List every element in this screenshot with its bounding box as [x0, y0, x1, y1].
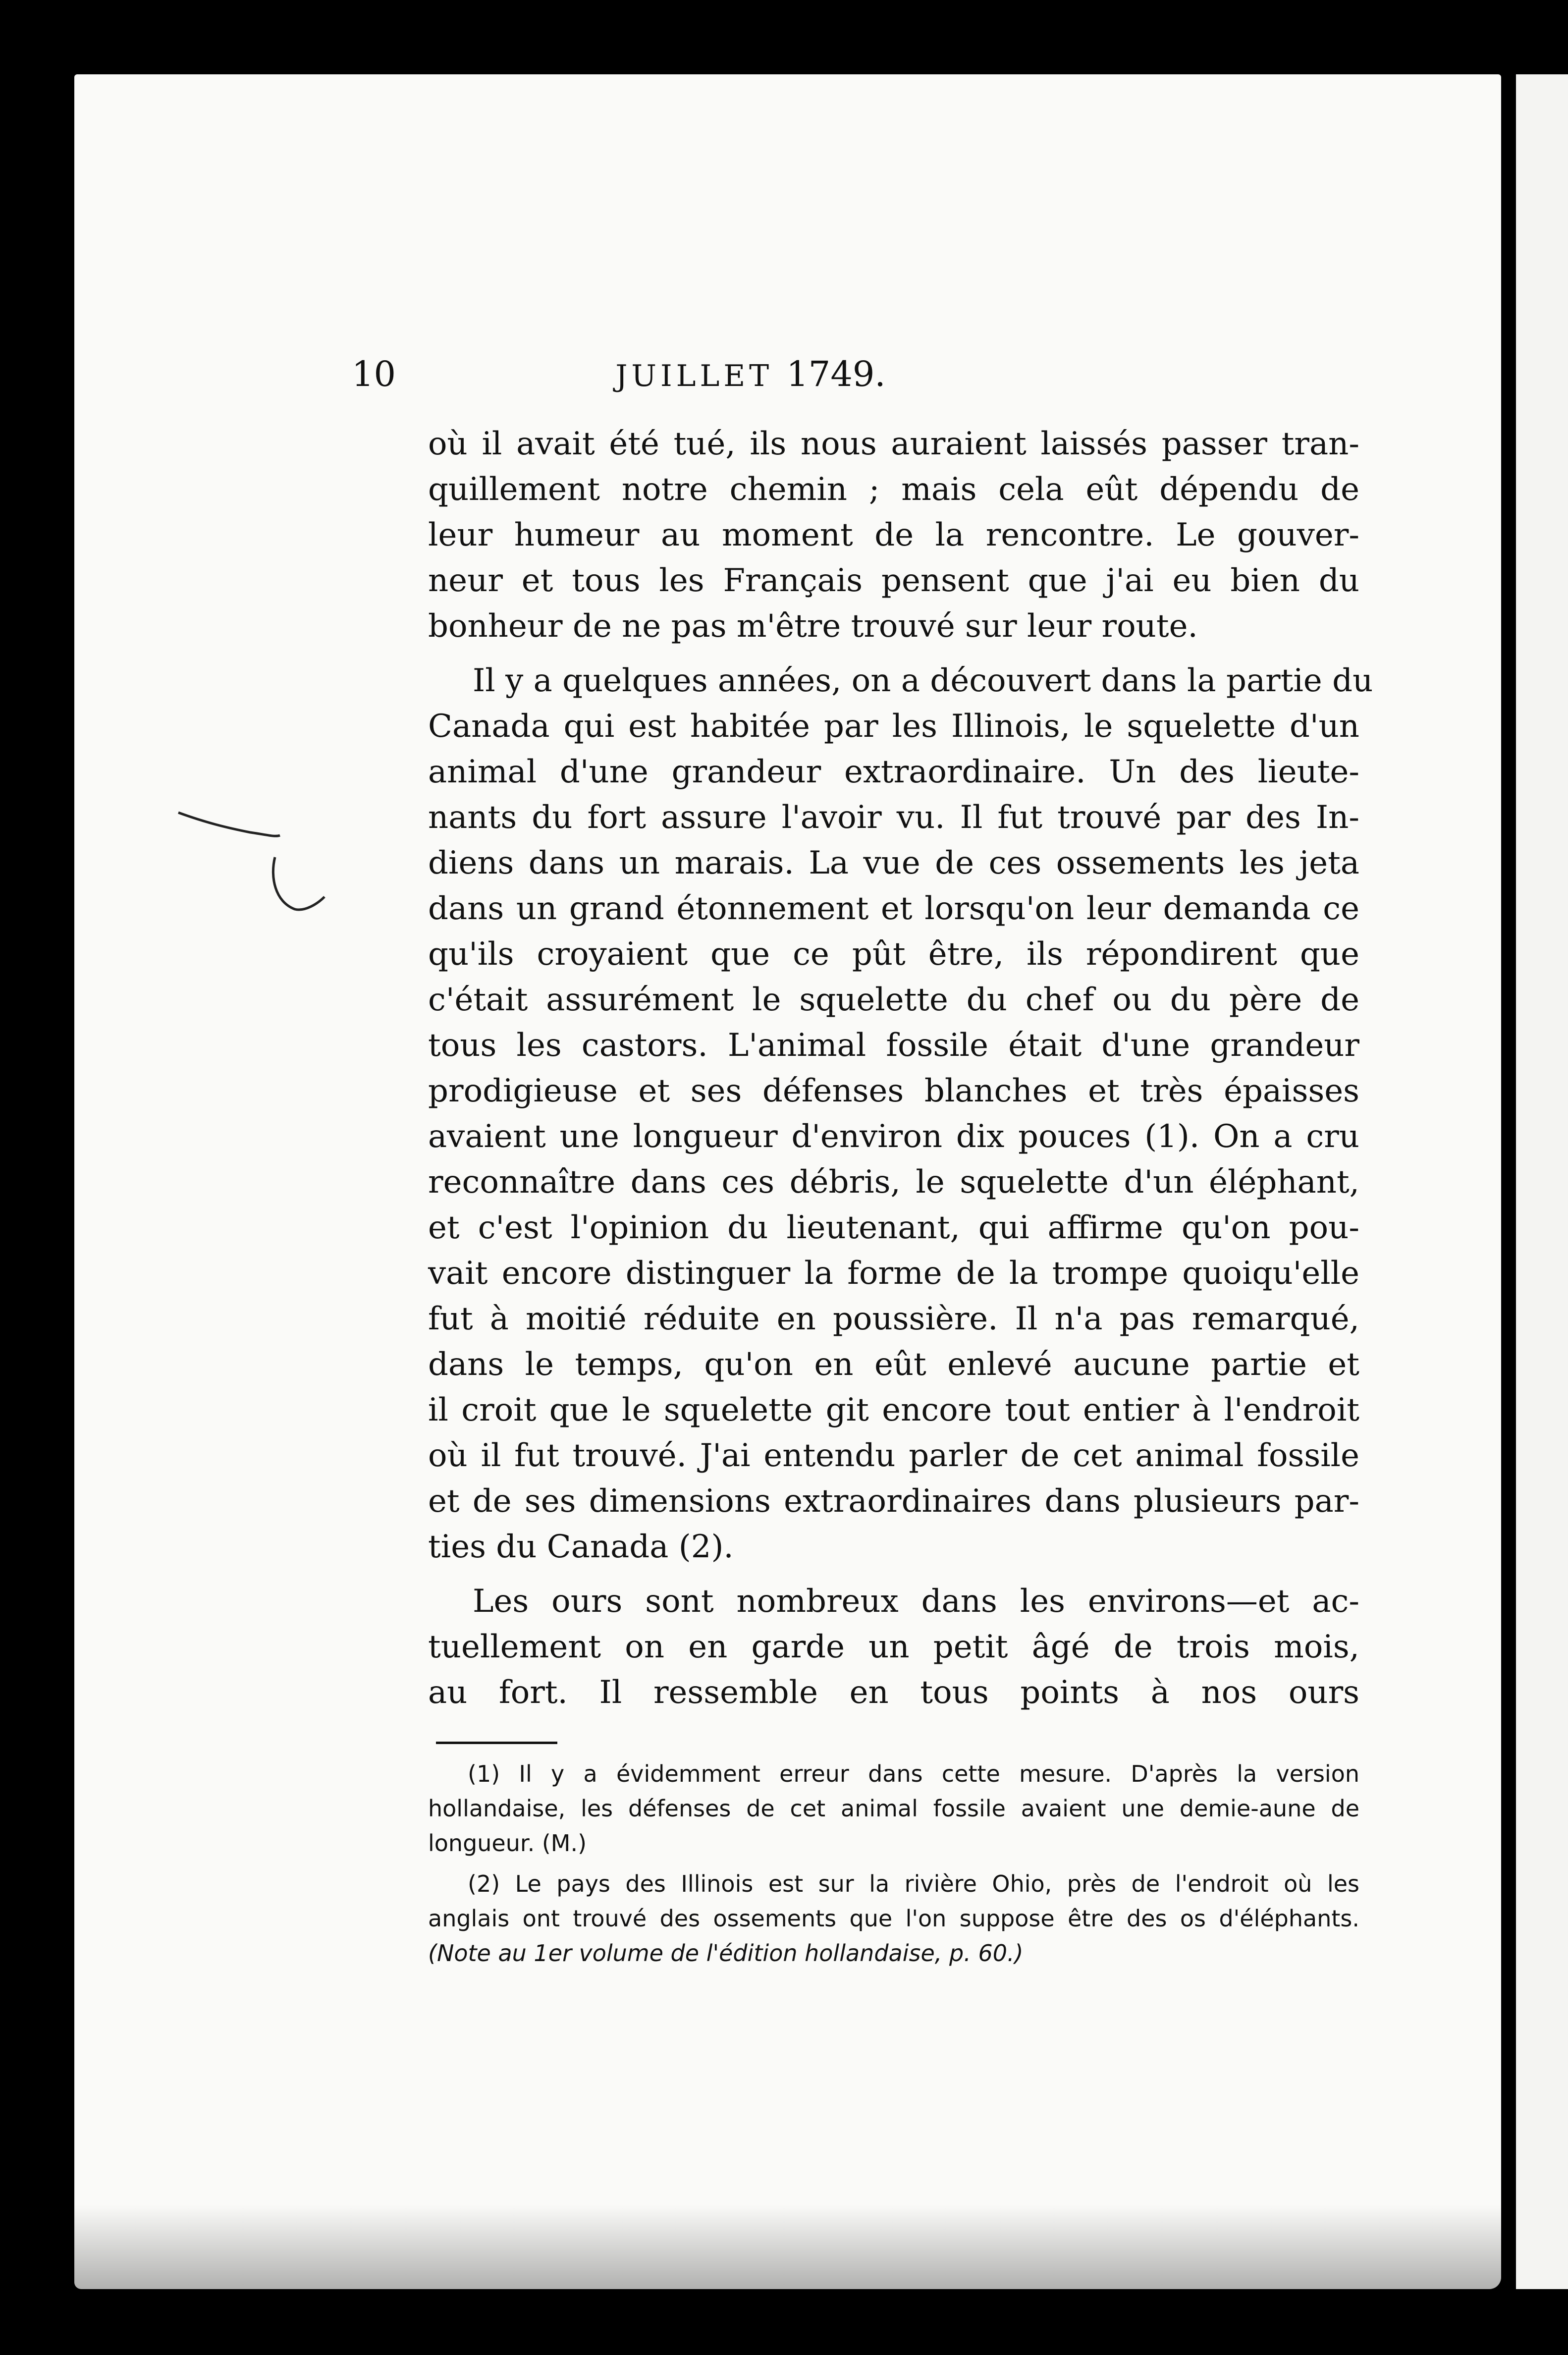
text-line: qu'ils croyaient que ce pût être, ils répondirent que	[428, 936, 1359, 973]
text-line: et de ses dimensions extraordinaires dans plusieurs par-	[428, 1483, 1359, 1520]
text-line: et c'est l'opinion du lieutenant, qui affirme qu'on pou-	[428, 1209, 1359, 1246]
text-line: dans un grand étonnement et lorsqu'on leur demanda ce	[428, 890, 1359, 927]
paragraph-gap	[428, 1570, 1359, 1579]
text-line: tuellement on en garde un petit âgé de trois mois,	[428, 1629, 1359, 1665]
running-title-month: JUILLET	[615, 359, 773, 393]
text-line: c'était assurément le squelette du chef ou du père de	[428, 982, 1359, 1018]
footnote-line: anglais ont trouvé des ossements que l'on suppose être des os d'éléphants.	[428, 1905, 1359, 1932]
footnote-line: hollandaise, les défenses de cet animal fossile avaient une demie-aune de	[428, 1795, 1359, 1822]
text-line: avaient une longueur d'environ dix pouces (1). On a cru	[428, 1118, 1359, 1155]
running-title-year: 1749.	[786, 354, 886, 394]
page-number: 10	[352, 354, 396, 394]
text-line: fut à moitié réduite en poussière. Il n'a pas remarqué,	[428, 1301, 1359, 1337]
text-line: reconnaître dans ces débris, le squelette d'un éléphant,	[428, 1164, 1359, 1201]
main-text	[428, 421, 1373, 1715]
footnotes	[428, 1756, 1359, 1971]
text-line: ties du Canada (2).	[428, 1529, 734, 1565]
text-line: leur humeur au moment de la rencontre. Le gouver-	[428, 517, 1359, 553]
page-scan-shadow	[74, 2205, 1501, 2289]
adjacent-page-edge	[1516, 74, 1568, 2289]
text-line: nants du fort assure l'avoir vu. Il fut trouvé par des In-	[428, 799, 1359, 836]
text-line: prodigieuse et ses défenses blanches et très épaisses	[428, 1073, 1359, 1109]
text-line: diens dans un marais. La vue de ces ossements les jeta	[428, 845, 1359, 881]
footnote-line: (1) Il y a évidemment erreur dans cette mesure. D'après la version	[468, 1760, 1359, 1787]
text-line: tous les castors. L'animal fossile était d'une grandeur	[428, 1027, 1359, 1064]
footnote-line: (2) Le pays des Illinois est sur la rivière Ohio, près de l'endroit où les	[468, 1870, 1359, 1897]
text-line: Il y a quelques années, on a découvert dans la partie du	[473, 662, 1373, 699]
footnote-rule	[436, 1742, 557, 1744]
running-header	[352, 352, 1016, 396]
text-line: bonheur de ne pas m'être trouvé sur leur route.	[428, 608, 1198, 645]
footnote-line: (Note au 1er volume de l'édition hollandaise, p. 60.)	[428, 1940, 1024, 1967]
footnote-line: longueur. (M.)	[428, 1830, 587, 1857]
text-line: où il avait été tué, ils nous auraient laissés passer tran-	[428, 426, 1359, 462]
text-line: dans le temps, qu'on en eût enlevé aucune partie et	[428, 1346, 1359, 1383]
text-line: neur et tous les Français pensent que j'ai eu bien du	[428, 562, 1359, 599]
text-line: animal d'une grandeur extraordinaire. Un des lieute-	[428, 754, 1359, 790]
text-line: au fort. Il ressemble en tous points à nos ours	[428, 1674, 1359, 1711]
footnote-gap	[428, 1861, 1359, 1866]
text-line: vait encore distinguer la forme de la trompe quoiqu'elle	[428, 1255, 1359, 1292]
text-line: où il fut trouvé. J'ai entendu parler de cet animal fossile	[428, 1437, 1359, 1474]
text-line: Canada qui est habitée par les Illinois, le squelette d'un	[428, 708, 1359, 745]
text-line: quillement notre chemin ; mais cela eût dépendu de	[428, 471, 1359, 508]
text-line: il croit que le squelette git encore tout entier à l'endroit	[428, 1392, 1359, 1428]
paragraph-gap	[428, 649, 1359, 658]
text-line: Les ours sont nombreux dans les environs—et ac-	[473, 1583, 1359, 1620]
pencil-margin-mark-icon	[176, 803, 334, 931]
running-title	[486, 352, 1016, 398]
